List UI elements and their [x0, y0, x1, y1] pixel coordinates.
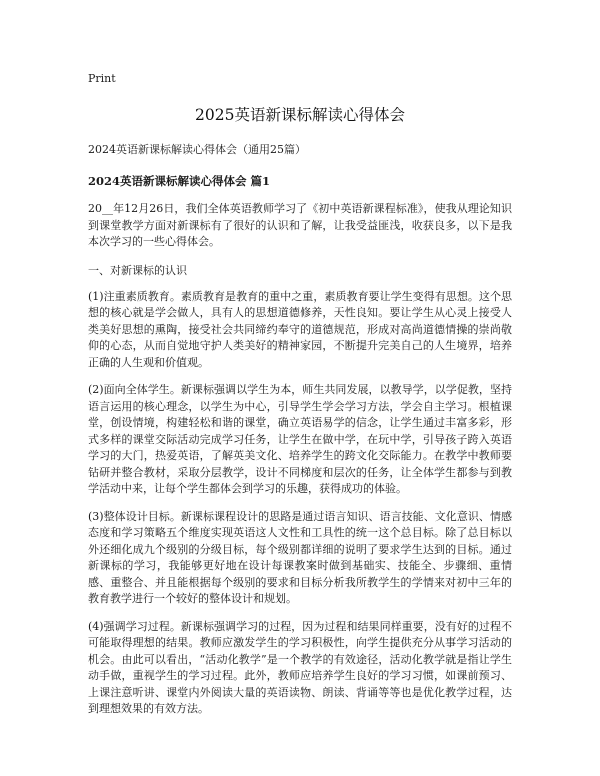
paragraph-quality-education: (1)注重素质教育。素质教育是教育的重中之重，素质教育要让学生变得有思想。这个思想的核心就是学会做人，具有人的思想道德修养，天性良知。要让学生从心灵上接受人类美好思想的熏陶，接受社会共同缔约奉守的道德规范，形成对高尚道德情操的崇尚敬仰的心态，从而自觉地守护人类美好的精神家园，不断提升完美自己的人生境界，培养正确的人生观和价值观。 — [88, 289, 512, 369]
intro-paragraph: 20__年12月26日，我们全体英语教师学习了《初中英语新课程标准》，使我从理论知识到课堂教学方面对新课标有了很好的认识和了解，让我受益匪浅，收获良多，以下是我本次学习的一些心得体会。 — [88, 202, 512, 248]
paragraph-overall-design: (3)整体设计目标。新课标课程设计的思路是通过语言知识、语言技能、文化意识、情感态度和学习策略五个维度实现英语这人文性和工具性的统一这个总目标。除了总目标以外还细化成九个级别的分级目标，每个级别都详细的说明了要求学生达到的目标。通过新课标的学习，我能够更好地在设计每课教案时做到基础实、技能全、步骤细、重情感、重整合、并且能根据每个级别的要求和目标分析我所教学生的学情来对初中三年的教育教学进行一个较好的整体设计和规划。 — [88, 509, 512, 605]
paragraph-all-students: (2)面向全体学生。新课标强调以学生为本，师生共同发展，以教导学，以学促教，坚持语言运用的核心理念，以学生为中心，引导学生学会学习方法，学会自主学习。根植课堂，创设情境，构建轻松和谐的课堂，确立英语易学的信念，让学生通过丰富多彩，形式多样的课堂交际活动完成学习任务，让学生在做中学，在玩中学，引导孩子跨入英语学习的大门，热爱英语，了解英美文化、培养学生的跨文化交际能力。在教学中教师要钻研并整合教材，采取分层教学，设计不同梯度和层次的任务，让全体学生都参与到教学活动中来，让每个学生都体会到学习的乐趣，获得成功的体验。 — [88, 383, 512, 495]
document-subtitle: 2024英语新课标解读心得体会（通用25篇） — [88, 143, 306, 156]
page-title: 2025英语新课标解读心得体会 — [195, 106, 405, 124]
subheading-new-curriculum: 一、对新课标的认识 — [88, 263, 187, 277]
paragraph-learning-process: (4)强调学习过程。新课标强调学习的过程，因为过程和结果同样重要，没有好的过程不可能取得理想的结果。教师应激发学生的学习积极性，向学生提供充分从事学习活动的机会。由此可以看出，“活动化教学”是一个教学的有效途径，活动化教学就是指让学生动手做，重视学生的学习过程。此外，教师应培养学生良好的学习习惯，如课前预习、上课注意听讲、课堂内外阅读大量的英语读物、朗读、背诵等等也是优化教学过程，达到理想效果的有效方法。 — [88, 619, 512, 715]
section-heading: 2024英语新课标解读心得体会 篇1 — [88, 174, 271, 188]
print-link[interactable]: Print — [88, 72, 116, 85]
